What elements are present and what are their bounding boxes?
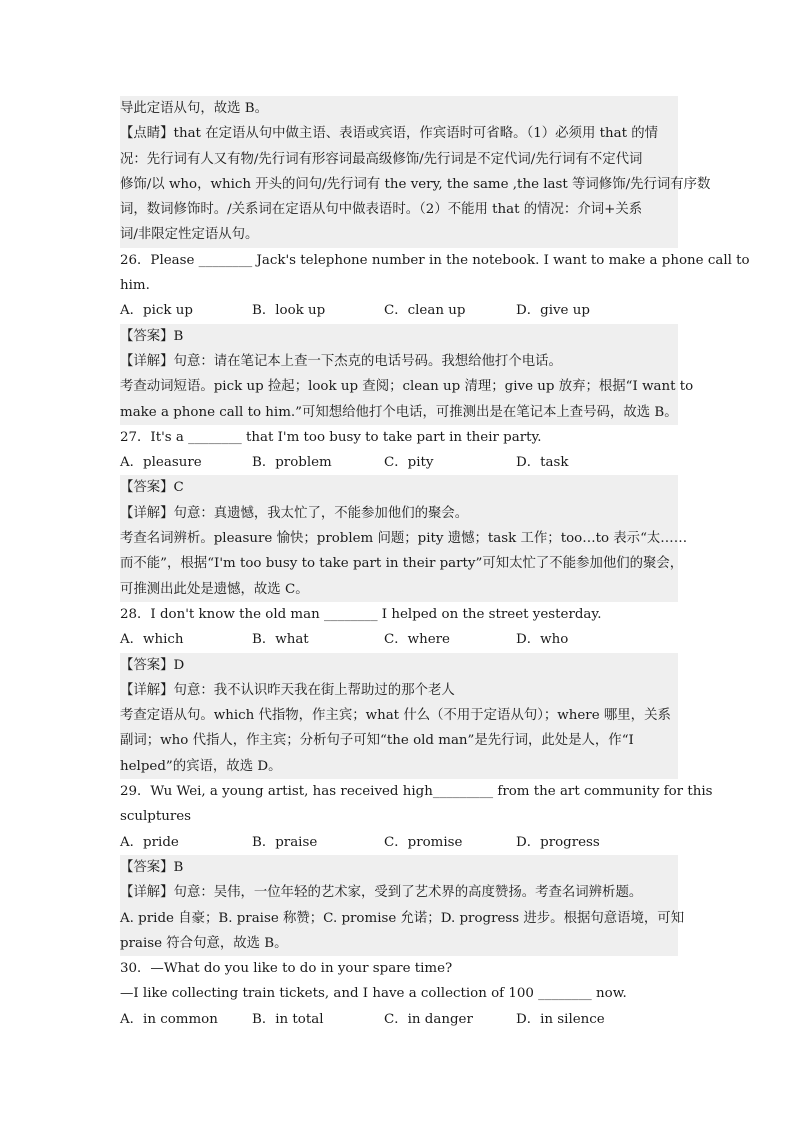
question-29 — [120, 779, 713, 956]
answer-line: 【答案】B — [120, 859, 184, 875]
question-stem: sculptures — [120, 809, 192, 825]
answer-block — [120, 324, 694, 425]
text-line: 【点睛】that 在定语从句中做主语、表语或宾语，作宾语时可省略。（1）必须用 that 的情 — [120, 126, 658, 142]
option-c: C．promise — [384, 834, 463, 850]
options-row — [120, 1007, 678, 1032]
explanation-line: 【详解】句意：请在笔记本上查一下杰克的电话号码。我想给他打个电话。 — [120, 353, 562, 369]
options-row — [120, 450, 678, 475]
option-a: A．in common — [120, 1011, 218, 1027]
question-28 — [120, 602, 678, 779]
explanation-line: A. pride 自豪；B. praise 称赞；C. promise 允诺；D. progress 进步。根据句意语境，可知 — [120, 910, 685, 926]
option-d: D．give up — [516, 303, 590, 319]
option-b: B．praise — [252, 834, 318, 850]
explanation-line: 考查动词短语。pick up 捡起；look up 查阅；clean up 清理；give up 放弃；根据“I want to — [120, 379, 694, 395]
option-c: C．pity — [384, 455, 434, 471]
option-d: D．task — [516, 455, 569, 471]
explanation-line: praise 符合句意，故选 B。 — [120, 935, 288, 951]
question-stem: 27．It's a ________ that I'm too busy to take part in their party. — [120, 429, 542, 445]
explanation-line: 可推测出此处是遗憾，故选 C。 — [120, 581, 309, 597]
answer-line: 【答案】D — [120, 657, 185, 673]
option-a: A．pride — [120, 834, 179, 850]
explanation-line: 考查定语从句。which 代指物，作主宾；what 什么（不用于定语从句）；where 哪里，关系 — [120, 708, 671, 724]
option-d: D．who — [516, 632, 569, 648]
text-line: 修饰/以 who，which 开头的问句/先行词有 the very, the same ,the last 等词修饰/先行词有序数 — [120, 176, 711, 192]
question-26 — [120, 248, 750, 425]
question-stem: —I like collecting train tickets, and I have a collection of 100 ________ now. — [120, 986, 627, 1002]
option-a: A．which — [120, 632, 184, 648]
option-d: D．progress — [516, 834, 600, 850]
option-d: D．in silence — [516, 1011, 605, 1027]
answer-block — [120, 475, 688, 601]
answer-block — [120, 855, 685, 956]
question-27 — [120, 425, 688, 602]
question-stem: 29．Wu Wei, a young artist, has received high_________ from the art community for this — [120, 784, 713, 800]
options-row — [120, 298, 678, 323]
answer-line: 【答案】C — [120, 480, 184, 496]
text-line: 词，数词修饰时。/关系词在定语从句中做表语时。（2）不能用 that 的情况：介词+关系 — [120, 202, 643, 218]
answer-block — [120, 653, 678, 779]
option-c: C．in danger — [384, 1011, 473, 1027]
text-line: 导此定语从句，故选 B。 — [120, 101, 269, 116]
explanation-line: 考查名词辨析。pleasure 愉快；problem 问题；pity 遗憾；task 工作；too…to 表示“太…… — [120, 531, 688, 547]
option-b: B．what — [252, 632, 309, 648]
explanation-line: 副词；who 代指人，作主宾；分析句子可知“the old man”是先行词，此处是人，作“I — [120, 733, 634, 749]
previous-explanation — [120, 96, 711, 248]
explanation-line: 【详解】句意：我不认识昨天我在街上帮助过的那个老人 — [120, 682, 455, 698]
explanation-line: 而不能”，根据“I'm too busy to take part in their party”可知太忙了不能参加他们的聚会， — [120, 556, 684, 572]
option-c: C．where — [384, 632, 450, 648]
question-30 — [120, 956, 678, 1032]
explanation-line: make a phone call to him.”可知想给他打个电话，可推测出是在笔记本上查号码，故选 B。 — [120, 404, 678, 420]
explanation-line: 【详解】句意：吴伟，一位年轻的艺术家，受到了艺术界的高度赞扬。考查名词辨析题。 — [120, 885, 643, 901]
option-b: B．look up — [252, 303, 326, 319]
option-b: B．in total — [252, 1011, 324, 1027]
option-a: A．pleasure — [120, 455, 202, 471]
question-stem: 30．—What do you like to do in your spare time? — [120, 961, 453, 977]
question-stem: 28．I don't know the old man ________ I helped on the street yesterday. — [120, 606, 602, 622]
text-line: 词/非限定性定语从句。 — [120, 227, 259, 243]
answer-line: 【答案】B — [120, 328, 184, 344]
document-page — [120, 96, 750, 1032]
explanation-line: helped”的宾语，故选 D。 — [120, 758, 282, 774]
question-stem: him. — [120, 278, 150, 294]
question-stem: 26．Please ________ Jack's telephone number in the notebook. I want to make a phone call to — [120, 252, 750, 268]
option-b: B．problem — [252, 455, 332, 471]
text-line: 况：先行词有人又有物/先行词有形容词最高级修饰/先行词是不定代词/先行词有不定代词 — [120, 151, 643, 167]
options-row — [120, 830, 678, 855]
explanation-line: 【详解】句意：真遗憾，我太忙了，不能参加他们的聚会。 — [120, 505, 469, 521]
option-c: C．clean up — [384, 303, 466, 319]
options-row — [120, 627, 678, 652]
option-a: A．pick up — [120, 303, 193, 319]
